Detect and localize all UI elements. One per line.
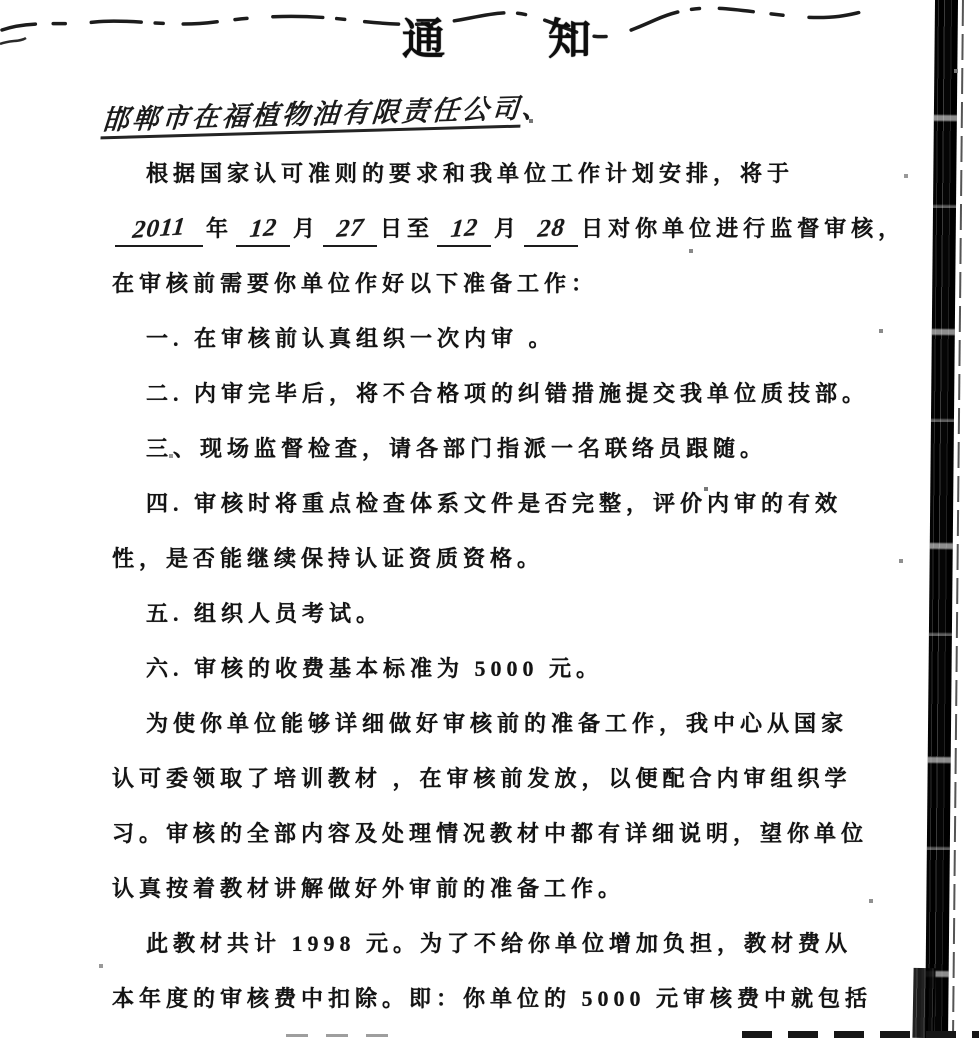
handwritten-day-2: 28 xyxy=(536,214,567,243)
day-blank xyxy=(323,215,377,247)
year-blank xyxy=(115,215,203,247)
month-blank xyxy=(236,215,290,247)
handwritten-year: 2011 xyxy=(131,213,188,244)
scan-noise-bottom xyxy=(742,1031,979,1038)
scan-noise-bottom-faint xyxy=(286,1034,406,1037)
notice-list-item: 四. 审核时将重点检查体系文件是否完整，评价内审的有效 xyxy=(146,491,843,516)
handwritten-month-2: 12 xyxy=(449,214,480,243)
notice-line: 根据国家认可准则的要求和我单位工作计划安排，将于 xyxy=(146,161,795,186)
month-label: 月 xyxy=(293,216,321,241)
notice-line: 本年度的审核费中扣除。即：你单位的 5000 元审核费中就包括 xyxy=(112,986,873,1011)
year-label: 年 xyxy=(206,216,234,241)
notice-list-item: 六. 审核的收费基本标准为 5000 元。 xyxy=(146,656,604,681)
notice-line: 性，是否能继续保持认证资质资格。 xyxy=(112,546,545,571)
month-blank-2 xyxy=(437,215,491,247)
handwritten-company-suffix: 、 xyxy=(520,92,553,124)
page-title: 通 知 xyxy=(402,17,621,64)
day-blank-2 xyxy=(524,215,578,247)
notice-list-item: 一. 在审核前认真组织一次内审 。 xyxy=(146,326,556,351)
date-line-tail: 日对你单位进行监督审核， xyxy=(581,216,906,241)
notice-list-item: 五. 组织人员考试。 xyxy=(146,601,384,626)
date-fill-in-line xyxy=(112,201,906,256)
notice-line: 为使你单位能够详细做好审核前的准备工作，我中心从国家 xyxy=(146,711,849,736)
notice-list-item: 三、现场监督检查，请各部门指派一名联络员跟随。 xyxy=(146,436,768,461)
notice-line: 认可委领取了培训教材 ，在审核前发放，以便配合内审组织学 xyxy=(112,766,852,791)
scan-bottom-right-smudge xyxy=(912,968,935,1038)
notice-line: 在审核前需要你单位作好以下准备工作： xyxy=(112,271,599,296)
notice-body xyxy=(112,146,906,1026)
day-to-label: 日至 xyxy=(380,216,435,241)
month-label-2: 月 xyxy=(494,216,522,241)
handwritten-day-1: 27 xyxy=(335,214,366,243)
handwritten-month-1: 12 xyxy=(248,214,279,243)
notice-line: 习。审核的全部内容及处理情况教材中都有详细说明，望你单位 xyxy=(112,821,869,846)
notice-line: 此教材共计 1998 元。为了不给你单位增加负担，教材费从 xyxy=(146,931,853,956)
scan-specks xyxy=(0,0,2,2)
notice-list-item: 二. 内审完毕后，将不合格项的纠错措施提交我单位质技部。 xyxy=(146,381,870,406)
handwritten-company-name: 邯郸市在福植物油有限责任公司 xyxy=(100,94,522,140)
handwritten-addressee-line xyxy=(101,86,554,138)
notice-line: 认真按着教材讲解做好外审前的准备工作。 xyxy=(112,876,626,901)
